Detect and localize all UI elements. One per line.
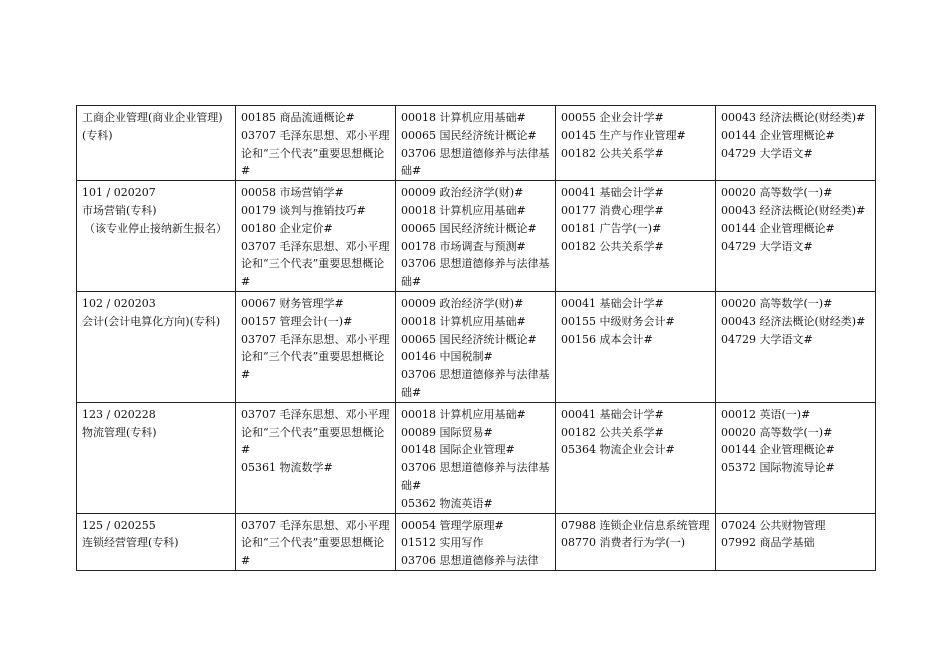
major-line: 工商企业管理(商业企业管理)(专科) [82, 111, 223, 142]
course-item: 00182 公共关系学# [561, 146, 664, 160]
major-cell [77, 513, 236, 570]
course-item: 03707 毛泽东思想、邓小平理论和“三个代表”重要思想概论# [241, 239, 390, 289]
course-cell [396, 402, 556, 513]
course-item: 03706 思想道德修养与法律 [401, 554, 539, 568]
course-cell [556, 181, 716, 292]
major-line: 市场营销(专科) [82, 203, 157, 217]
course-item: 00018 计算机应用基础# [401, 314, 526, 328]
course-item: 04729 大学语文# [721, 146, 813, 160]
course-item: 00182 公共关系学# [561, 239, 664, 253]
course-item: 00058 市场营销学# [241, 186, 344, 200]
table-row [77, 181, 876, 292]
table-row [77, 291, 876, 402]
course-item: 00177 消费心理学# [561, 203, 664, 217]
course-item: 00144 企业管理概论# [721, 128, 835, 142]
major-line: 123 / 020228 [82, 407, 156, 421]
major-line: 125 / 020255 [82, 518, 156, 532]
course-cell [556, 106, 716, 181]
course-item: 03707 毛泽东思想、邓小平理论和“三个代表”重要思想概论# [241, 518, 390, 568]
course-item: 01512 实用写作 [401, 536, 484, 550]
course-cell [716, 106, 876, 181]
course-item: 00185 商品流通概论# [241, 111, 355, 124]
course-item: 03707 毛泽东思想、邓小平理论和“三个代表”重要思想概论# [241, 407, 390, 457]
course-item: 07992 商品学基础 [721, 536, 815, 550]
course-item: 00020 高等数学(一)# [721, 425, 833, 439]
course-item: 04729 大学语文# [721, 332, 813, 346]
course-cell [236, 291, 396, 402]
course-item: 00156 成本会计# [561, 332, 653, 346]
course-cell [396, 106, 556, 181]
course-item: 00041 基础会计学# [561, 296, 664, 310]
course-item: 00041 基础会计学# [561, 186, 664, 200]
course-item: 03706 思想道德修养与法律基础# [401, 368, 550, 399]
course-item: 04729 大学语文# [721, 239, 813, 253]
course-cell [396, 513, 556, 570]
course-item: 07024 公共财物管理 [721, 518, 826, 532]
course-item: 00043 经济法概论(财经类)# [721, 314, 866, 328]
course-table [76, 105, 876, 571]
course-item: 03706 思想道德修养与法律基础# [401, 257, 550, 289]
course-item: 00043 经济法概论(财经类)# [721, 111, 866, 124]
course-item: 03707 毛泽东思想、邓小平理论和“三个代表”重要思想概论# [241, 332, 390, 382]
course-item: 00178 市场调查与预测# [401, 239, 526, 253]
course-item: 00020 高等数学(一)# [721, 186, 833, 200]
course-item: 00020 高等数学(一)# [721, 296, 833, 310]
major-cell [77, 402, 236, 513]
course-item: 00146 中国税制# [401, 350, 493, 364]
major-cell [77, 291, 236, 402]
course-item: 00065 国民经济统计概论# [401, 128, 537, 142]
course-item: 00065 国民经济统计概论# [401, 332, 537, 346]
course-cell [556, 291, 716, 402]
course-item: 05372 国际物流导论# [721, 461, 835, 475]
course-item: 00145 生产与作业管理# [561, 128, 686, 142]
course-cell [396, 181, 556, 292]
course-item: 00182 公共关系学# [561, 425, 664, 439]
table-row [77, 513, 876, 570]
table-row [77, 402, 876, 513]
major-cell [77, 181, 236, 292]
course-item: 05362 物流英语# [401, 496, 493, 510]
course-cell [716, 291, 876, 402]
course-item: 00018 计算机应用基础# [401, 203, 526, 217]
course-item: 00043 经济法概论(财经类)# [721, 203, 866, 217]
course-item: 00148 国际企业管理# [401, 443, 515, 457]
course-item: 00065 国民经济统计概论# [401, 221, 537, 235]
course-cell [556, 513, 716, 570]
course-item: 00157 管理会计(一)# [241, 314, 353, 328]
major-line: 物流管理(专科) [82, 425, 157, 439]
course-table-body [77, 106, 876, 571]
course-item: 00054 管理学原理# [401, 518, 504, 532]
course-cell [716, 181, 876, 292]
course-cell [236, 181, 396, 292]
course-cell [236, 513, 396, 570]
major-line: 会计(会计电算化方向)(专科) [82, 314, 221, 328]
course-item: 03707 毛泽东思想、邓小平理论和“三个代表”重要思想概论# [241, 128, 390, 178]
course-cell [556, 402, 716, 513]
course-item: 03706 思想道德修养与法律基础# [401, 461, 550, 492]
course-cell [716, 513, 876, 570]
course-item: 08770 消费者行为学(一) [561, 536, 686, 550]
course-item: 00089 国际贸易# [401, 425, 493, 439]
table-row [77, 106, 876, 181]
course-cell [396, 291, 556, 402]
major-note: （该专业停止接纳新生报名） [84, 221, 227, 235]
course-item: 00018 计算机应用基础# [401, 407, 526, 421]
course-cell [716, 402, 876, 513]
course-cell [236, 106, 396, 181]
course-item: 00009 政治经济学(财)# [401, 186, 524, 200]
major-line: 连锁经营管理(专科) [82, 536, 179, 550]
course-item: 00144 企业管理概论# [721, 443, 835, 457]
course-item: 00012 英语(一)# [721, 407, 811, 421]
major-line: 102 / 020203 [82, 296, 156, 310]
course-cell [236, 402, 396, 513]
course-item: 00041 基础会计学# [561, 407, 664, 421]
major-cell [77, 106, 236, 181]
course-item: 00144 企业管理概论# [721, 221, 835, 235]
course-item: 00155 中级财务会计# [561, 314, 675, 328]
course-item: 00055 企业会计学# [561, 111, 664, 124]
course-item: 00067 财务管理学# [241, 296, 344, 310]
course-item: 00018 计算机应用基础# [401, 111, 526, 124]
course-item: 05361 物流数学# [241, 461, 333, 475]
course-item: 05364 物流企业会计# [561, 443, 675, 457]
major-line: 101 / 020207 [82, 186, 156, 200]
course-item: 03706 思想道德修养与法律基础# [401, 146, 550, 178]
course-item: 07988 连锁企业信息系统管理 [561, 518, 710, 532]
course-item: 00181 广告学(一)# [561, 221, 662, 235]
course-item: 00180 企业定价# [241, 221, 333, 235]
course-item: 00009 政治经济学(财)# [401, 296, 524, 310]
course-item: 00179 谈判与推销技巧# [241, 203, 366, 217]
